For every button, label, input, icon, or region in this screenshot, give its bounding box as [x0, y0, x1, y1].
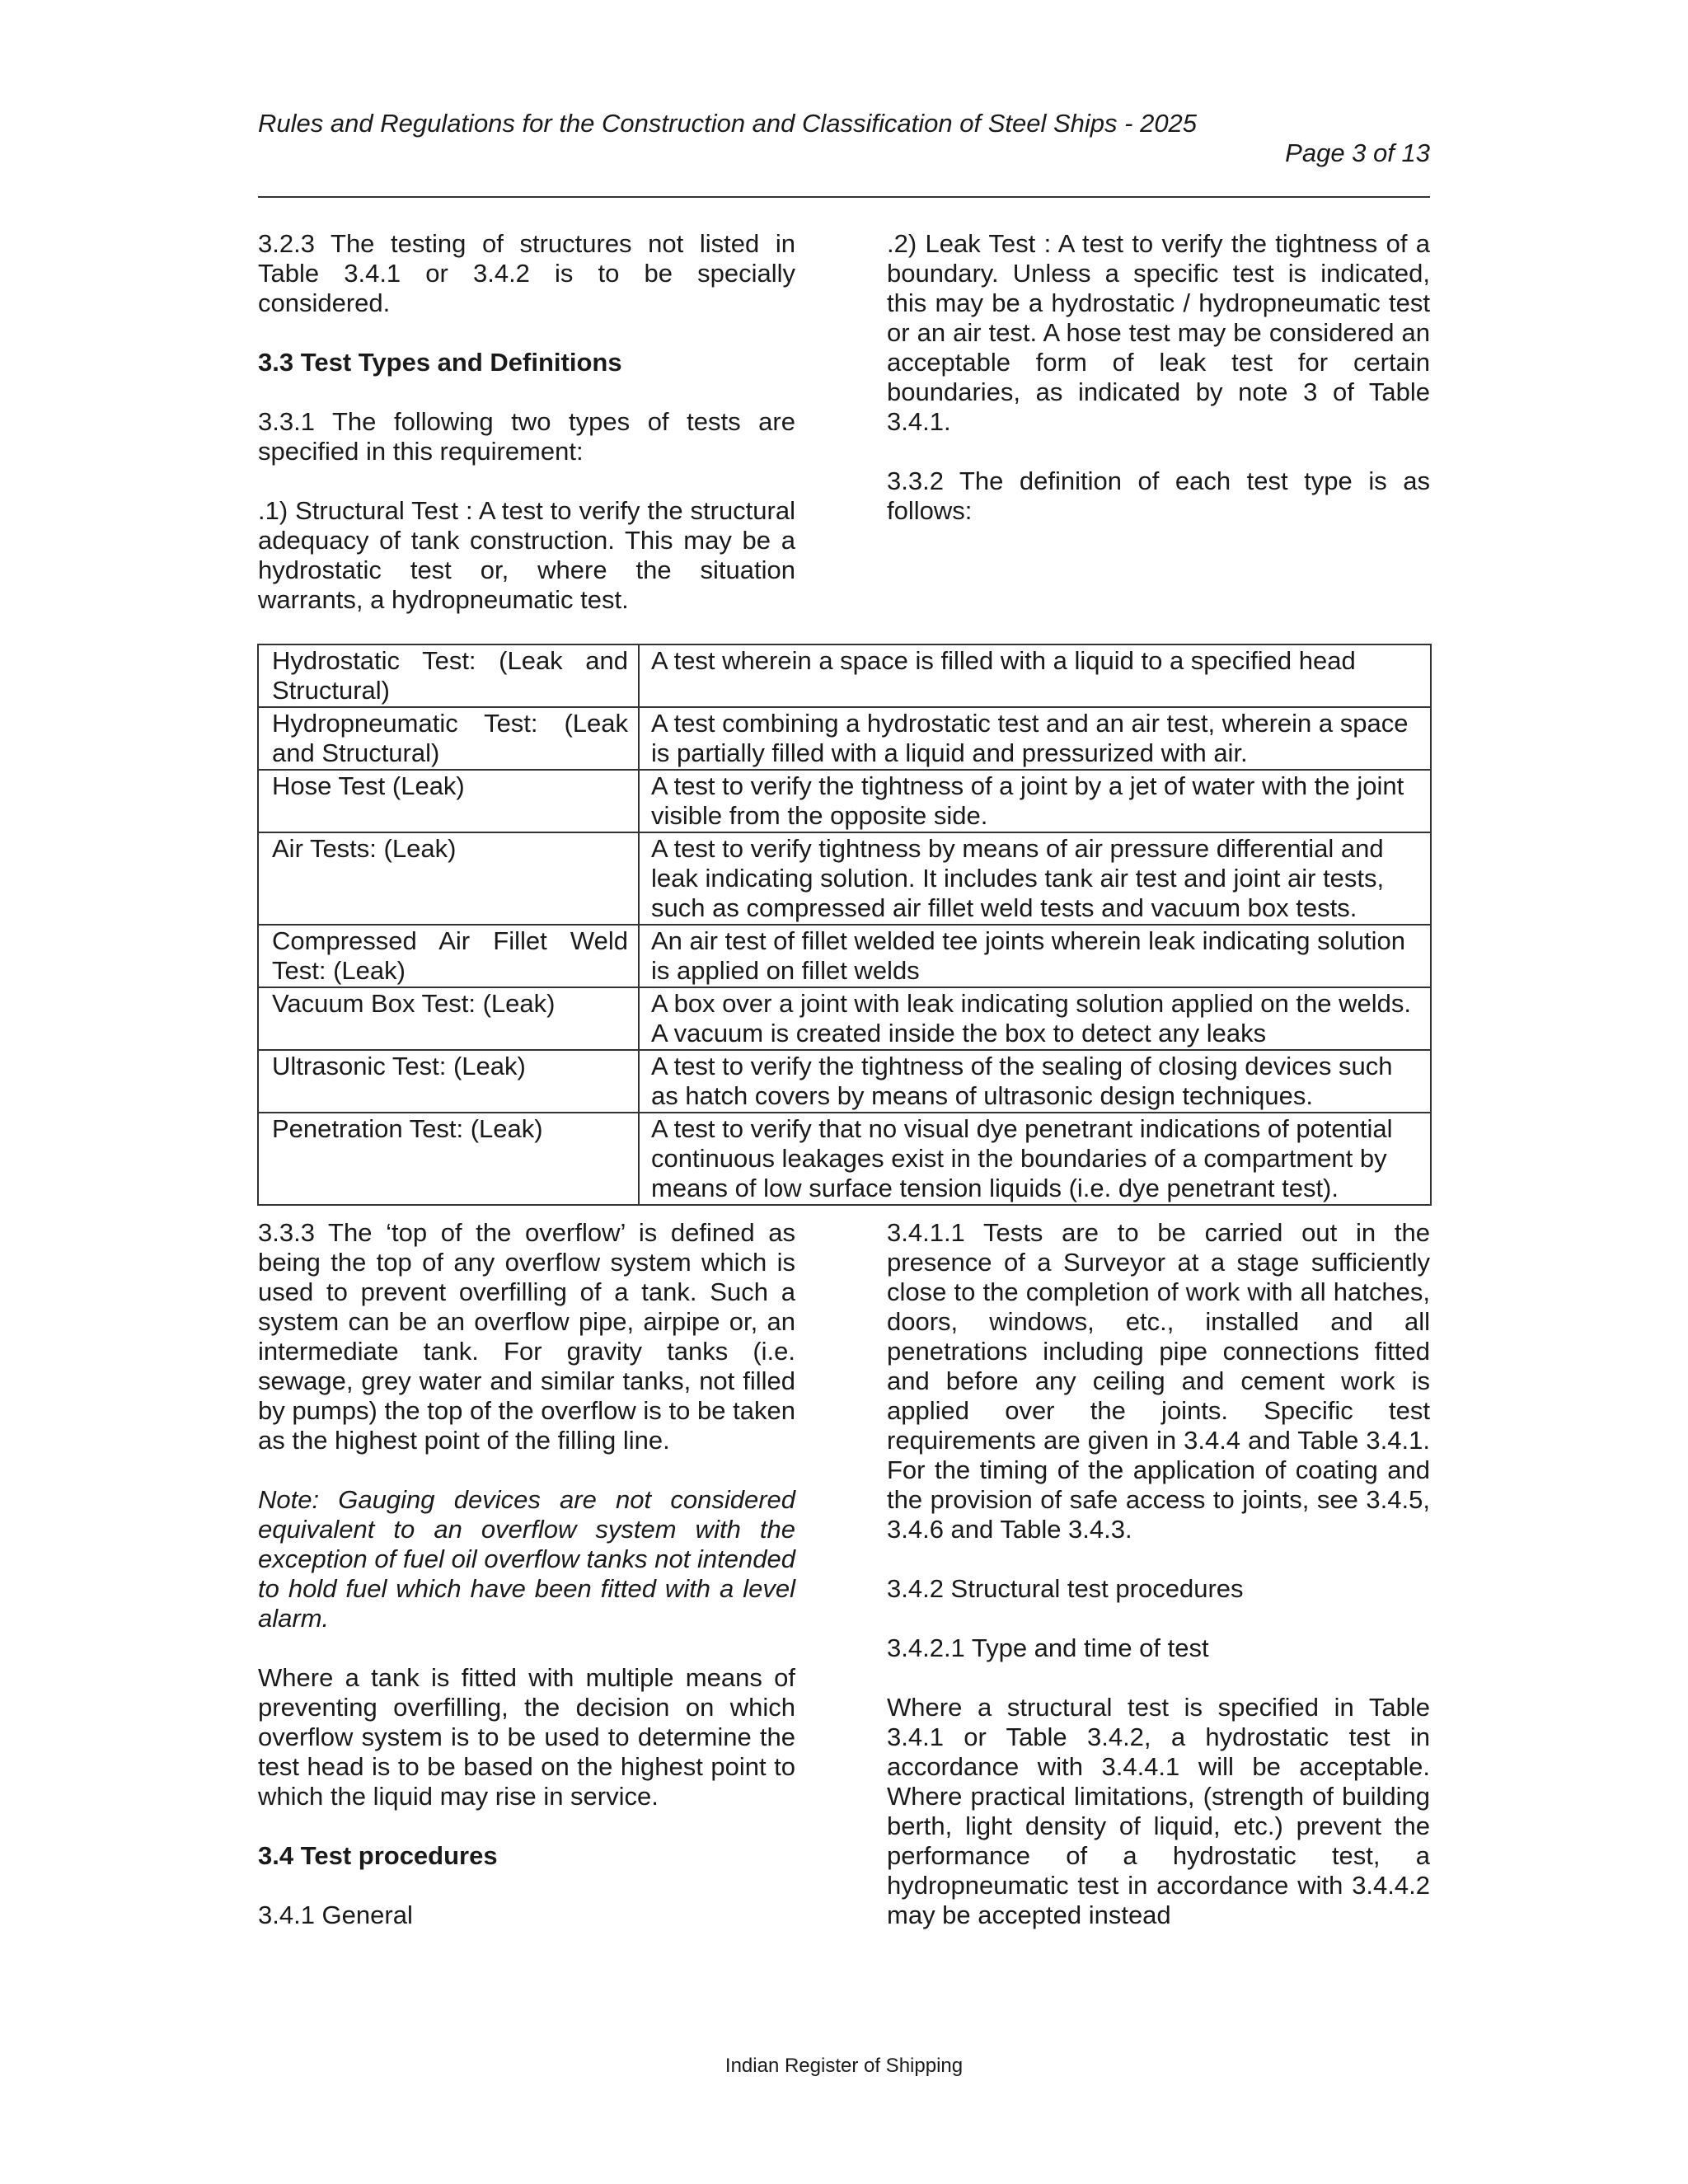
definition-cell: A box over a joint with leak indicating solution applied on the welds. A vacuum is created inside the box to detect any leaks — [639, 987, 1431, 1050]
paragraph-leak-test: .2) Leak Test : A test to verify the tightness of a boundary. Unless a specific test is indicated, this may be a hydrostatic / hydropneumatic test or an air test. A hose test may be considered an acceptable form of leak test for certain boundaries, as indicated by note 3 of Table 3.4.1. — [887, 229, 1430, 436]
paragraph-multiple-means: Where a tank is fitted with multiple means of preventing overfilling, the decision on which overflow system is to be used to determine the test head is to be based on the highest point to which the liquid may rise in service. — [258, 1663, 795, 1811]
table-row — [258, 770, 1431, 832]
definition-cell: A test combining a hydrostatic test and an air test, wherein a space is partially filled with a liquid and pressurized with air. — [639, 707, 1431, 770]
paragraph-structural-test-type: Where a structural test is specified in Table 3.4.1 or Table 3.4.2, a hydrostatic test in accordance with 3.4.4.1 will be acceptable. Where practical limitations, (strength of building berth, light density of liquid, etc.) prevent the performance of a hydrostatic test, a hydropneumatic test in accordance with 3.4.4.2 may be accepted instead — [887, 1693, 1430, 1929]
header-divider — [258, 196, 1430, 198]
paragraph-3-4-1-1: 3.4.1.1 Tests are to be carried out in the presence of a Surveyor at a stage sufficiently close to the completion of work with all hatches, doors, windows, etc., installed and all penetrations including pipe connections fitted and before any ceiling and cement work is applied over the joints. Specific test requirements are given in 3.4.4 and Table 3.4.1. For the timing of the application of coating and the provision of safe access to joints, see 3.4.5, 3.4.6 and Table 3.4.3. — [887, 1218, 1430, 1544]
term-cell: Compressed Air Fillet Weld Test: (Leak) — [258, 925, 639, 987]
table-row — [258, 1113, 1431, 1205]
table-row — [258, 832, 1431, 925]
term-cell: Hose Test (Leak) — [258, 770, 639, 832]
subheading-3-4-2-1: 3.4.2.1 Type and time of test — [887, 1633, 1209, 1662]
bottom-left-column — [258, 1218, 795, 1930]
term-cell: Air Tests: (Leak) — [258, 832, 639, 925]
test-definitions-table — [257, 644, 1432, 1206]
definition-cell: A test to verify the tightness of a joint by a jet of water with the joint visible from the opposite side. — [639, 770, 1431, 832]
term-cell: Penetration Test: (Leak) — [258, 1113, 639, 1205]
table-row — [258, 707, 1431, 770]
definition-cell: A test to verify that no visual dye penetrant indications of potential continuous leakages exist in the boundaries of a compartment by means of low surface tension liquids (i.e. dye penetrant test). — [639, 1113, 1431, 1205]
subheading-3-4-2: 3.4.2 Structural test procedures — [887, 1574, 1244, 1603]
footer-publisher: Indian Register of Shipping — [724, 2055, 964, 2077]
subheading-3-4-1: 3.4.1 General — [258, 1900, 413, 1929]
definition-cell: A test to verify tightness by means of air pressure differential and leak indicating solution. It includes tank air test and joint air tests, such as compressed air fillet weld tests and vacuum box tests. — [639, 832, 1431, 925]
definition-cell: A test wherein a space is filled with a liquid to a specified head — [639, 644, 1431, 707]
definition-cell: An air test of fillet welded tee joints wherein leak indicating solution is applied on fillet welds — [639, 925, 1431, 987]
term-cell: Vacuum Box Test: (Leak) — [258, 987, 639, 1050]
page-number: Page 3 of 13 — [1285, 138, 1430, 167]
term-cell: Hydrostatic Test: (Leak and Structural) — [258, 644, 639, 707]
paragraph-3-3-1: 3.3.1 The following two types of tests are specified in this requirement: — [258, 407, 795, 466]
section-heading-3-4: 3.4 Test procedures — [258, 1841, 498, 1870]
note-gauging-devices: Note: Gauging devices are not considered equivalent to an overflow system with the exception of fuel oil overflow tanks not intended to hold fuel which have been fitted with a level alarm. — [258, 1485, 795, 1633]
document-title: Rules and Regulations for the Construction and Classification of Steel Ships - 2025 — [258, 109, 1198, 138]
table-row — [258, 987, 1431, 1050]
table-row — [258, 1050, 1431, 1113]
bottom-right-column — [887, 1218, 1430, 1930]
paragraph-structural-test: .1) Structural Test : A test to verify the structural adequacy of tank construction. This may be a hydrostatic test or, where the situation warrants, a hydropneumatic test. — [258, 496, 795, 614]
paragraph-3-3-2: 3.3.2 The definition of each test type is as follows: — [887, 466, 1430, 525]
paragraph-3-2-3: 3.2.3 The testing of structures not listed in Table 3.4.1 or 3.4.2 is to be specially considered. — [258, 229, 795, 317]
top-left-column — [258, 229, 795, 615]
term-cell: Hydropneumatic Test: (Leak and Structural) — [258, 707, 639, 770]
paragraph-3-3-3: 3.3.3 The ‘top of the overflow’ is defined as being the top of any overflow system which is used to prevent overfilling of a tank. Such a system can be an overflow pipe, airpipe or, an intermediate tank. For gravity tanks (i.e. sewage, grey water and similar tanks, not filled by pumps) the top of the overflow is to be taken as the highest point of the filling line. — [258, 1218, 795, 1455]
top-right-column — [887, 229, 1430, 526]
term-cell: Ultrasonic Test: (Leak) — [258, 1050, 639, 1113]
section-heading-3-3: 3.3 Test Types and Definitions — [258, 348, 622, 377]
table-row — [258, 925, 1431, 987]
definition-cell: A test to verify the tightness of the sealing of closing devices such as hatch covers by means of ultrasonic design techniques. — [639, 1050, 1431, 1113]
table-row — [258, 644, 1431, 707]
